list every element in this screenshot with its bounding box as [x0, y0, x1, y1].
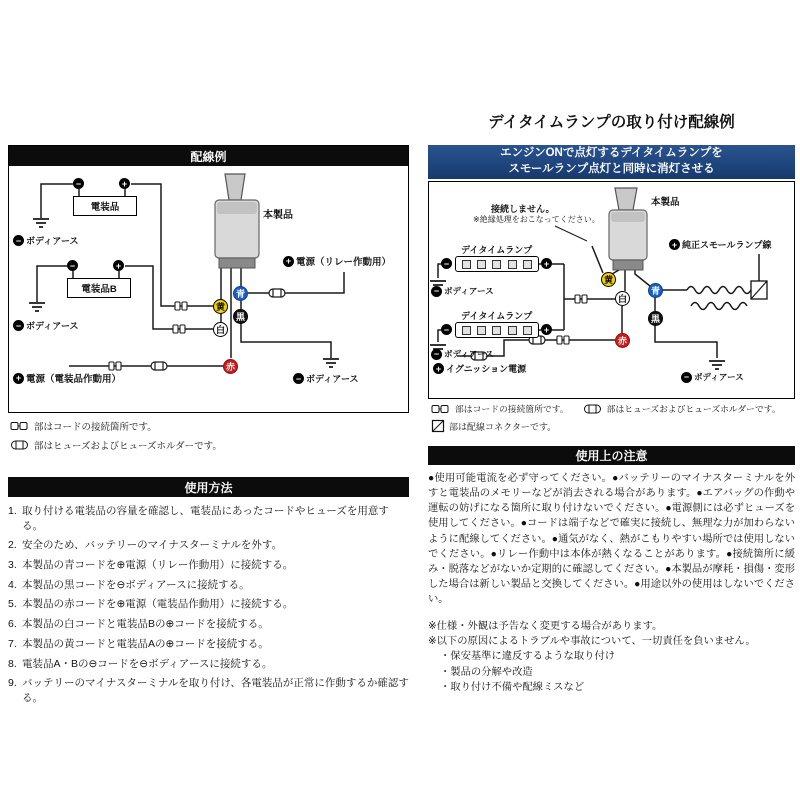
usage-step: 2. 安全のため、バッテリーのマイナスターミナルを外す。	[8, 539, 283, 552]
led-segment	[523, 326, 532, 335]
notes-liability: ※以下の原因によるトラブルや事故について、一切責任を負いません。	[428, 636, 756, 648]
notes-section	[428, 446, 795, 695]
no-connect-note: ※絶縁処理をおこなってください。	[473, 215, 600, 224]
plus-terminal-icon: +	[113, 260, 124, 271]
minus-terminal-icon: −	[441, 324, 452, 335]
minus-terminal-icon: −	[73, 178, 84, 189]
relay-power-label: + 電源（リレー作動用）	[283, 254, 391, 268]
legend-fuse-group	[583, 402, 781, 415]
connector-icons	[557, 295, 587, 344]
legend-connector-text: 部はコードの接続箇所です。	[34, 422, 157, 433]
left-panel-header: 配線例	[9, 146, 408, 166]
notes-body: ●使用可能電流を必ず守ってください。●バッテリーのマイナスターミナルを外すと電装品のメモリーなどが消去される場合があります。●エアバッグの作動や運転の妨げになる箇所に取り付けないでください。●電源側には必ずヒューズを使用してください。●コードは端子などで確実に接続し、無理な力が加わらないように配線してください。●通気がなく、熱がこもりやすい場所では使用しないでください。●リレー作動中は本体が熱くなることがあります。●接続箇所に緩み・脱落などがないか定期的に確認してください。●本製品が摩耗・損傷・変形した場合は新しい製品と交換してください。●用途以外の使用はしないでください。	[428, 473, 795, 605]
notes-bullet: ・保安基準に違反するような取り付け	[440, 651, 616, 663]
usage-step: 3. 本製品の青コードを⊕電源（リレー作動用）に接続する。	[8, 559, 294, 572]
no-connect-pointer-line	[555, 226, 587, 241]
led-segment	[477, 326, 486, 335]
small-lamp-label: + 純正スモールランプ線	[669, 238, 771, 251]
usage-step: 1. 取り付ける電装品の容量を確認し、電装品にあったコードやヒューズを用意する。	[8, 505, 389, 532]
ignition-label: + イグニッション電源	[433, 362, 526, 375]
device-a-box: 電装品	[73, 196, 137, 216]
right-header-line2: スモールランプ点灯と同時に消灯させる	[508, 163, 715, 175]
fuse-icon	[583, 403, 603, 415]
connector-icons	[109, 302, 187, 370]
right-legend	[431, 402, 797, 438]
led-segment	[508, 326, 517, 335]
lamp1-label: デイタイムランプ	[461, 245, 533, 255]
wiretap-connector-icon	[751, 281, 767, 299]
fuse-icon	[10, 439, 30, 451]
minus-icon: −	[13, 235, 24, 246]
ground-label: − ボディアース	[681, 371, 744, 383]
plus-terminal-icon: +	[541, 324, 552, 335]
relay-icon	[215, 174, 259, 268]
wire-dot-yellow: 黄	[213, 299, 228, 314]
ground-label: − ボディアース	[293, 372, 359, 385]
usage-step: 8. 電装品A・Bの⊖コードを⊖ボディアースに接続する。	[8, 657, 273, 670]
legend-row-1	[431, 402, 797, 415]
led-strip-1	[455, 256, 539, 272]
wire-dot-red: 赤	[223, 359, 238, 374]
legend-fuse-row	[10, 438, 410, 452]
minus-terminal-icon: −	[67, 260, 78, 271]
wire-dot-blue: 青	[233, 286, 248, 301]
led-strip-2	[455, 322, 539, 338]
minus-icon: −	[681, 372, 692, 383]
plus-icon: +	[283, 256, 294, 267]
plus-terminal-icon: +	[119, 178, 130, 189]
led-segment	[477, 260, 486, 269]
notes-bullet: ・取り付け不備や配線ミスなど	[440, 681, 585, 693]
usage-step: 4. 本製品の黒コードを⊖ボディアースに接続する。	[8, 578, 250, 591]
wire-dot-black: 黒	[648, 311, 663, 326]
usage-header: 使用方法	[8, 477, 409, 497]
product-label: 本製品	[263, 210, 293, 221]
led-segment	[508, 260, 517, 269]
legend-connector-group	[431, 402, 569, 415]
ground-label: − ボディアース	[431, 348, 494, 360]
usage-section	[8, 477, 409, 711]
led-segment	[462, 326, 471, 335]
connector-icon	[10, 420, 30, 432]
led-segment	[492, 326, 501, 335]
usage-step: 5. 本製品の赤コードを⊕電源（電装品作動用）に接続する。	[8, 598, 294, 611]
minus-terminal-icon: −	[441, 258, 452, 269]
usage-steps	[8, 504, 409, 706]
notes-spec: ※仕様・外観は予告なく変更する場合があります。	[428, 621, 663, 633]
left-panel	[8, 145, 409, 413]
led-segment	[462, 260, 471, 269]
legend-connector-text: 部はコードの接続箇所です。	[455, 404, 569, 414]
device-power-label: + 電源（電装品作動用）	[13, 371, 121, 385]
notes-bullet: ・製品の分解や改造	[440, 666, 533, 678]
right-panel	[428, 181, 795, 399]
legend-fuse-text: 部はヒューズおよびヒューズホルダーです。	[34, 441, 222, 452]
wire-dot-white: 白	[615, 291, 630, 306]
wire-dot-white: 白	[213, 322, 228, 337]
wiring-diagram-basic	[9, 166, 408, 412]
minus-icon: −	[431, 349, 442, 360]
usage-step: 6. 本製品の白コードと電装品Bの⊕コードを接続する。	[8, 618, 269, 631]
minus-icon: −	[431, 286, 442, 297]
lamp2-label: デイタイムランプ	[461, 311, 533, 321]
legend-fuse-text: 部はヒューズおよびヒューズホルダーです。	[606, 404, 781, 414]
plus-icon: +	[669, 239, 680, 250]
legend-connector-row	[10, 419, 410, 433]
product-label: 本製品	[651, 197, 680, 208]
wire-dot-black: 黒	[233, 309, 248, 324]
wiring-diagram-daytime	[429, 182, 794, 398]
notes-header: 使用上の注意	[428, 446, 795, 465]
wire-dot-red: 赤	[615, 333, 630, 348]
wire-dot-yellow: 黄	[601, 272, 616, 287]
plus-icon: +	[433, 363, 444, 374]
page-title: デイタイムランプの取り付け配線例	[488, 114, 735, 131]
plus-icon: +	[13, 373, 24, 384]
no-connect-label: 接続しません。	[491, 204, 555, 214]
wire-dot-blue: 青	[648, 283, 663, 298]
ground-label: − ボディアース	[13, 234, 79, 247]
wiretap-connector-icon	[431, 419, 445, 433]
right-panel-header	[428, 145, 795, 179]
led-segment	[523, 260, 532, 269]
legend-row-2	[431, 419, 797, 433]
plus-terminal-icon: +	[541, 258, 552, 269]
right-header-line1: エンジンONで点灯するデイタイムランプを	[500, 147, 723, 160]
usage-step: 7. 本製品の黄コードと電装品Aの⊕コードを接続する。	[8, 637, 269, 650]
led-segment	[492, 260, 501, 269]
ground-label: − ボディアース	[431, 285, 494, 297]
legend-tap-text: 部は配線コネクターです。	[449, 421, 557, 432]
connector-icon	[431, 403, 451, 415]
ground-label: − ボディアース	[13, 319, 79, 332]
minus-icon: −	[13, 320, 24, 331]
relay-icon	[609, 188, 647, 270]
usage-step: 9. バッテリーのマイナスターミナルを取り付け、各電装品が正常に作動するか確認する。	[8, 677, 409, 704]
left-legend	[10, 419, 410, 457]
minus-icon: −	[293, 373, 304, 384]
device-b-box: 電装品B	[67, 278, 131, 298]
